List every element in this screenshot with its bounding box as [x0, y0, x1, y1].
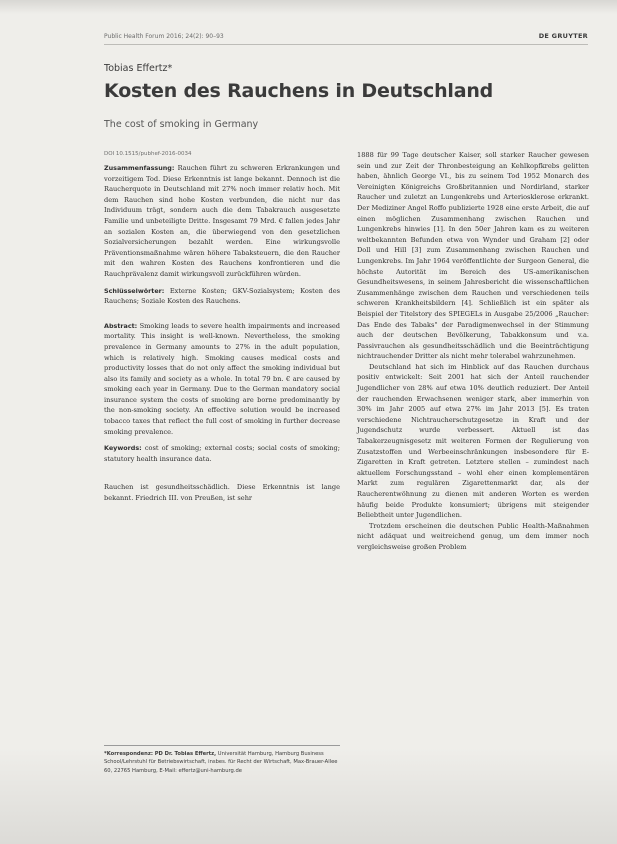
body-right-paragraph-3: Trotzdem erscheinen die deutschen Public Health-Maßnahmen nicht adäquat und weitreichend genug, um dem immer noch vergleichsweise großen Problem [357, 521, 589, 551]
footnote-text: Universität Hamburg, Hamburg Business School/Lehrstuhl für Betriebswirtschaft, insbes. für Recht der Wirtschaft, Max-Brauer-Allee 60, 22765 Hamburg, E-Mail: effertz@uni-hamburg.de [104, 751, 338, 774]
footnote-label: *Korrespondenz: PD Dr. Tobias Effertz, [104, 751, 217, 757]
left-column [104, 150, 340, 510]
body-right-paragraph-2: Deutschland hat sich im Hinblick auf das Rauchen durchaus positiv entwickelt: Seit 2001 hat sich der Anteil rauchender Jugendlicher von 28% auf etwa 10% deutlich reduziert. Der Anteil der rauchenden Erwachsenen weniger stark, aber immerhin von 30% im Jahr 2005 auf etwa 27% im Jahr 2013 [5]. Es traten verschiedene Nichtraucherschutzgesetze in Kraft und der Jugendschutz wurde verbessert. Aktuell ist das Tabakerzeugnisgesetz mit weiteren Formen der Regulierung von Zusatzstoffen und Werbeeinschränkungen insbesondere für E-Zigaretten in Kraft getreten. Letztere stellen – zumindest nach aktuellem Forschungsstand – wohl eher einen komplementären Markt zum regulären Zigarettenmarkt dar, als der Raucherentwöhnung zu dienen mit anderen Worten es werden häufig beide Produkte konsumiert; übrigens mit steigender Beliebtheit unter Jugendlichen. [357, 362, 589, 520]
correspondence-footnote [104, 745, 340, 775]
abstract [104, 321, 340, 438]
abstract-text: Smoking leads to severe health impairments and increased mortality. This insight is well-known. Nevertheless, the smoking prevalence in Germany amounts to 27% in the adult population, which is relatively high. Smoking causes medical costs and productivity losses that do not only affect the smoking individual but also its family and society as a whole. In total 79 bn. € are caused by smoking each year in Germany. Due to the German mandatory social insurance system the costs of smoking are borne predominantly by the non-smoking society. An effective solution would be increased tobacco taxes that reflect the full cost of smoking in further decrease smoking prevalence. [104, 321, 340, 436]
journal-citation: Public Health Forum 2016; 24(2): 90–93 [104, 33, 224, 40]
body-right-paragraph-1: 1888 für 99 Tage deutscher Kaiser, soll starker Raucher gewesen sein und zur Zeit der Thronbesteigung an Kehlkopfkrebs gelitten haben, ähnlich George VI., bis zu seinem Tod 1952 Monarch des Vereinigten Königreichs Großbritannien und Nordirland, starker Raucher und zuletzt an Lungenkrebs und Arteriosklerose erkrankt. Der Mediziner Angel Roffo publizierte 1928 eine erste Arbeit, die auf einen möglichen Zusammenhang zwischen Rauchen und Lungenkrebs hinwies [1]. In den 50er Jahren kam es zu weiteren weltbekannten Befunden etwa von Wynder und Graham [2] oder Doll und Hill [3] zum Zusammenhang zwischen Rauchen und Lungenkrebs. Im Jahr 1964 veröffentlichte der Surgeon General, die höchste Autorität im Bereich des US-amerikanischen Gesundheitswesens, in seinem Jahresbericht die wissenschaftlichen Zusammenhänge zwischen dem Rauchen und verschiedenen teils schweren Krankheitsbildern [4]. Schließlich ist ein später als Beispiel der Titelstory des SPIEGELs in Ausgabe 25/2006 „Raucher: Das Ende des Tabaks" der Paradigmenwechsel in der Stimmung auch der deutschen Bevölkerung, Tabakkonsum und v.a. Passivrauchen als gesundheitsschädlich und die Beeinträchtigung nichtrauchender Dritter als nicht mehr tolerabel wahrzunehmen. [357, 151, 589, 361]
schluesselwoerter [104, 286, 340, 307]
zusammenfassung [104, 163, 340, 280]
keywords [104, 443, 340, 464]
keywords-text: cost of smoking; external costs; social costs of smoking; statutory health insurance data. [104, 444, 340, 463]
article-title: Kosten des Rauchens in Deutschland [104, 80, 494, 102]
body-left-paragraph: Rauchen ist gesundheitsschädlich. Diese Erkenntnis ist lange bekannt. Friedrich III. von Preußen, ist sehr [104, 483, 340, 503]
scan-shadow [0, 0, 617, 14]
doi: DOI 10.1515/pubhef-2016-0034 [104, 151, 192, 157]
running-header [104, 31, 588, 45]
zusammenfassung-text: Rauchen führt zu schweren Erkrankungen und vorzeitigem Tod. Diese Erkenntnis ist lange bekannt. Dennoch ist die Raucherquote in Deutschland mit 27% noch immer relativ hoch. Mit dem Rauchen sind hohe Kosten verbunden, die nicht nur das Individuum trägt, sondern auch die dem Tabakrauch ausgesetzte Familie und unbeteiligte Dritte. Insgesamt 79 Mrd. € fallen jedes Jahr an sozialen Kosten an, die überwiegend von den gesetzlichen Sozialversicherungen bezahlt werden. Eine wirkungsvolle Präventionsmaßnahme wären höhere Tabaksteuern, die den Raucher mit den wahren Kosten des Rauchens konfrontieren und die Rauchprävalenz damit wirkungsvoll zurückführen würden. [104, 164, 340, 278]
author-name: Tobias Effertz* [104, 63, 173, 74]
right-column [357, 150, 589, 553]
article-subtitle: The cost of smoking in Germany [104, 119, 259, 130]
schluesselwoerter-label: Schlüsselwörter: [104, 286, 165, 295]
keywords-label: Keywords: [104, 444, 142, 453]
schluesselwoerter-text: Externe Kosten; GKV-Sozialsystem; Kosten des Rauchens; Soziale Kosten des Rauchens. [104, 286, 340, 306]
zusammenfassung-label: Zusammenfassung: [104, 164, 175, 172]
abstract-label: Abstract: [104, 321, 138, 330]
publisher-logo: DE GRUYTER [538, 32, 588, 40]
